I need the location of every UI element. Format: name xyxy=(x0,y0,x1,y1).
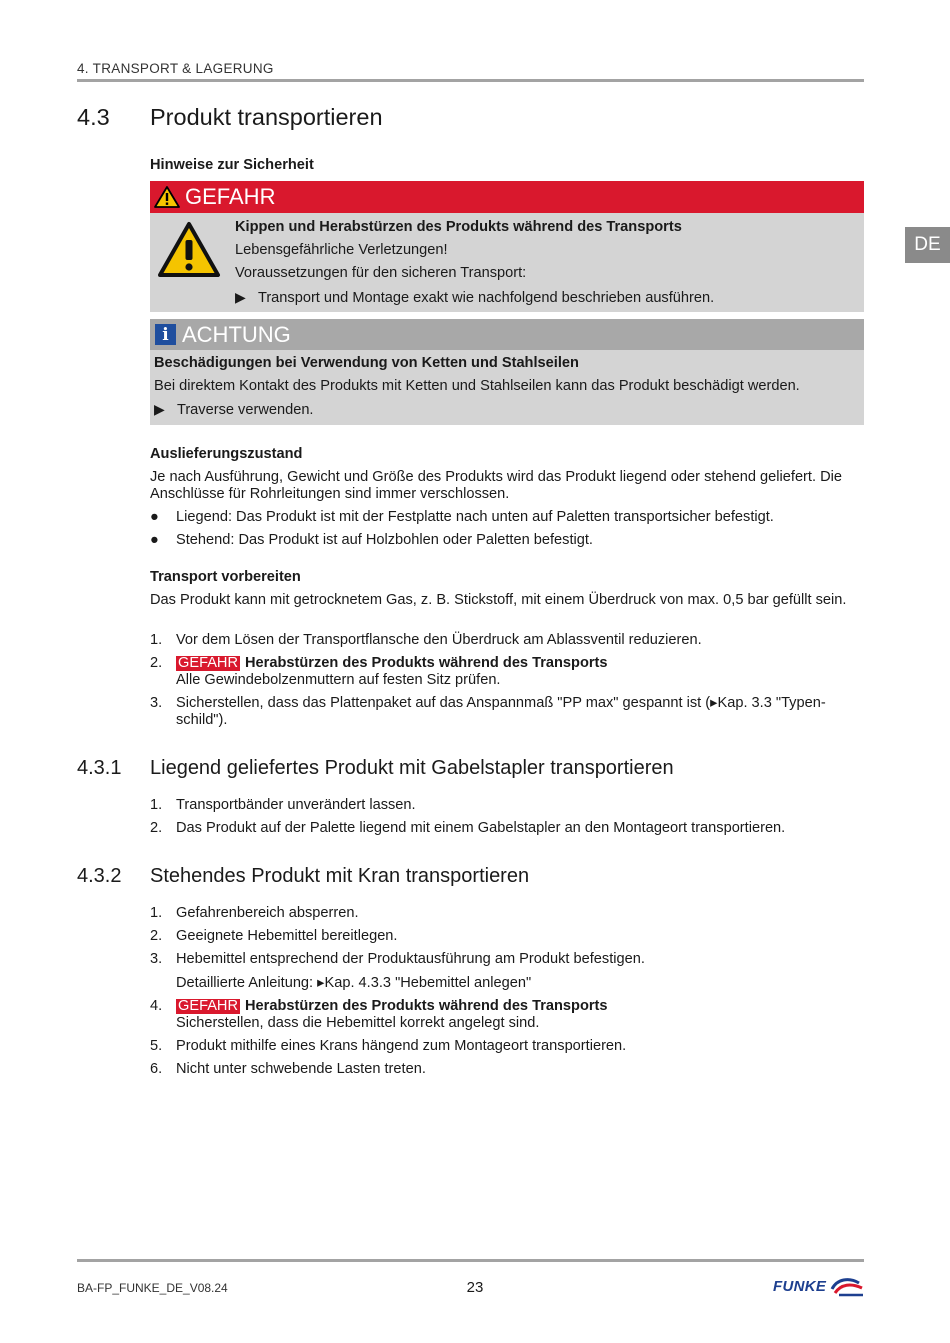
delivery-bullet: Liegend: Das Produkt ist mit der Festplatte nach unten auf Paletten transportsicher befestigt. xyxy=(176,509,774,525)
crane-step-3-detail: Detaillierte Anleitung: ▸Kap. 4.3.3 "Hebemittel anlegen" xyxy=(176,975,532,991)
safety-heading: Hinweise zur Sicherheit xyxy=(150,157,314,173)
notice-header xyxy=(150,319,864,350)
step-number: 2. xyxy=(150,928,163,944)
language-tab: DE xyxy=(905,227,950,263)
page-number: 23 xyxy=(466,1279,484,1296)
forklift-step-2: Das Produkt auf der Palette liegend mit einem Gabelstapler an den Montageort transportieren. xyxy=(176,820,786,836)
danger-title: Kippen und Herabstürzen des Produkts während des Transports xyxy=(235,219,682,235)
bullet-icon: ● xyxy=(150,509,159,525)
crane-step-4 xyxy=(176,998,866,1032)
danger-label: GEFAHR xyxy=(185,184,276,209)
crane-step-5: Produkt mithilfe eines Krans hängend zum Montageort transportieren. xyxy=(176,1038,627,1054)
step-number: 3. xyxy=(150,951,163,967)
forklift-step-1: Transportbänder unverändert lassen. xyxy=(176,797,416,813)
funke-logo-icon xyxy=(829,1275,867,1297)
step-number: 5. xyxy=(150,1038,163,1054)
large-warning-icon xyxy=(156,220,222,279)
prepare-step-2 xyxy=(176,655,866,689)
brand-name: FUNKE xyxy=(773,1277,827,1295)
subsection-number: 4.3.1 xyxy=(77,757,122,779)
action-arrow-icon: ▶ xyxy=(235,289,246,305)
step-number: 1. xyxy=(150,905,163,921)
crane-step-3: Hebemittel entsprechend der Produktausführung am Produkt befestigen. xyxy=(176,951,645,967)
info-icon: i xyxy=(155,324,176,345)
brand-logo xyxy=(773,1275,867,1297)
subsection-title: Liegend geliefertes Produkt mit Gabelstapler transportieren xyxy=(150,757,674,779)
step-number: 1. xyxy=(150,797,163,813)
notice-text: Bei direktem Kontakt des Produkts mit Ketten und Stahlseilen kann das Produkt beschädigt werden. xyxy=(154,378,800,394)
danger-badge: GEFAHR xyxy=(178,655,239,671)
step-number: 2. xyxy=(150,655,163,671)
step-text: Alle Gewindebolzenmuttern auf festen Sitz prüfen. xyxy=(176,672,501,688)
prepare-paragraph: Das Produkt kann mit getrocknetem Gas, z. B. Stickstoff, mit einem Überdruck von max. 0,5 bar gefüllt sein. xyxy=(150,592,847,608)
step-number: 3. xyxy=(150,695,163,711)
step-number: 6. xyxy=(150,1061,163,1077)
step-number: 1. xyxy=(150,632,163,648)
danger-action xyxy=(235,289,714,307)
chapter-header: 4. TRANSPORT & LAGERUNG xyxy=(77,61,274,76)
delivery-bullet: Stehend: Das Produkt ist auf Holzbohlen oder Paletten befestigt. xyxy=(176,532,593,548)
crane-step-1: Gefahrenbereich absperren. xyxy=(176,905,359,921)
action-arrow-icon: ▶ xyxy=(154,401,165,417)
crane-step-2: Geeignete Hebemittel bereitlegen. xyxy=(176,928,398,944)
subsection-title: Stehendes Produkt mit Kran transportieren xyxy=(150,865,530,887)
crane-step-6: Nicht unter schwebende Lasten treten. xyxy=(176,1061,426,1077)
prepare-step-3: Sicherstellen, dass das Plattenpaket auf das Anspannmaß "PP max" gespannt ist (▸Kap. 3.3 "Typen-schild"). xyxy=(176,695,826,728)
delivery-heading: Auslieferungszustand xyxy=(150,446,303,462)
step-number: 2. xyxy=(150,820,163,836)
warning-icon xyxy=(153,185,181,209)
subsection-number: 4.3.2 xyxy=(77,865,122,887)
header-rule xyxy=(77,79,864,82)
step-warning-title: Herabstürzen des Produkts während des Transports xyxy=(245,998,608,1014)
section-title: Produkt transportieren xyxy=(150,104,383,130)
notice-action-text: Traverse verwenden. xyxy=(176,402,314,418)
step-text: Sicherstellen, dass die Hebemittel korrekt angelegt sind. xyxy=(176,1015,540,1031)
danger-action-text: Transport und Montage exakt wie nachfolgend beschrieben ausführen. xyxy=(257,290,715,306)
step-warning-title: Herabstürzen des Produkts während des Transports xyxy=(245,655,608,671)
document-id: BA-FP_FUNKE_DE_V08.24 xyxy=(77,1281,228,1295)
notice-label: ACHTUNG xyxy=(182,321,291,347)
danger-conditions: Voraussetzungen für den sicheren Transport: xyxy=(235,265,527,281)
bullet-icon: ● xyxy=(150,532,159,548)
danger-consequence: Lebensgefährliche Verletzungen! xyxy=(235,242,448,258)
danger-header xyxy=(150,181,864,213)
footer-rule xyxy=(77,1259,864,1262)
prepare-heading: Transport vorbereiten xyxy=(150,569,301,585)
section-number: 4.3 xyxy=(77,104,110,130)
delivery-paragraph: Je nach Ausführung, Gewicht und Größe des Produkts wird das Produkt liegend oder stehend geliefert. Die Anschlüsse für Rohrleitungen sind immer verschlossen. xyxy=(150,469,842,502)
danger-badge: GEFAHR xyxy=(178,998,239,1014)
notice-title: Beschädigungen bei Verwendung von Ketten und Stahlseilen xyxy=(154,355,579,371)
step-number: 4. xyxy=(150,998,163,1014)
prepare-step-1: Vor dem Lösen der Transportflansche den Überdruck am Ablassventil reduzieren. xyxy=(176,632,702,648)
notice-action xyxy=(154,401,314,419)
